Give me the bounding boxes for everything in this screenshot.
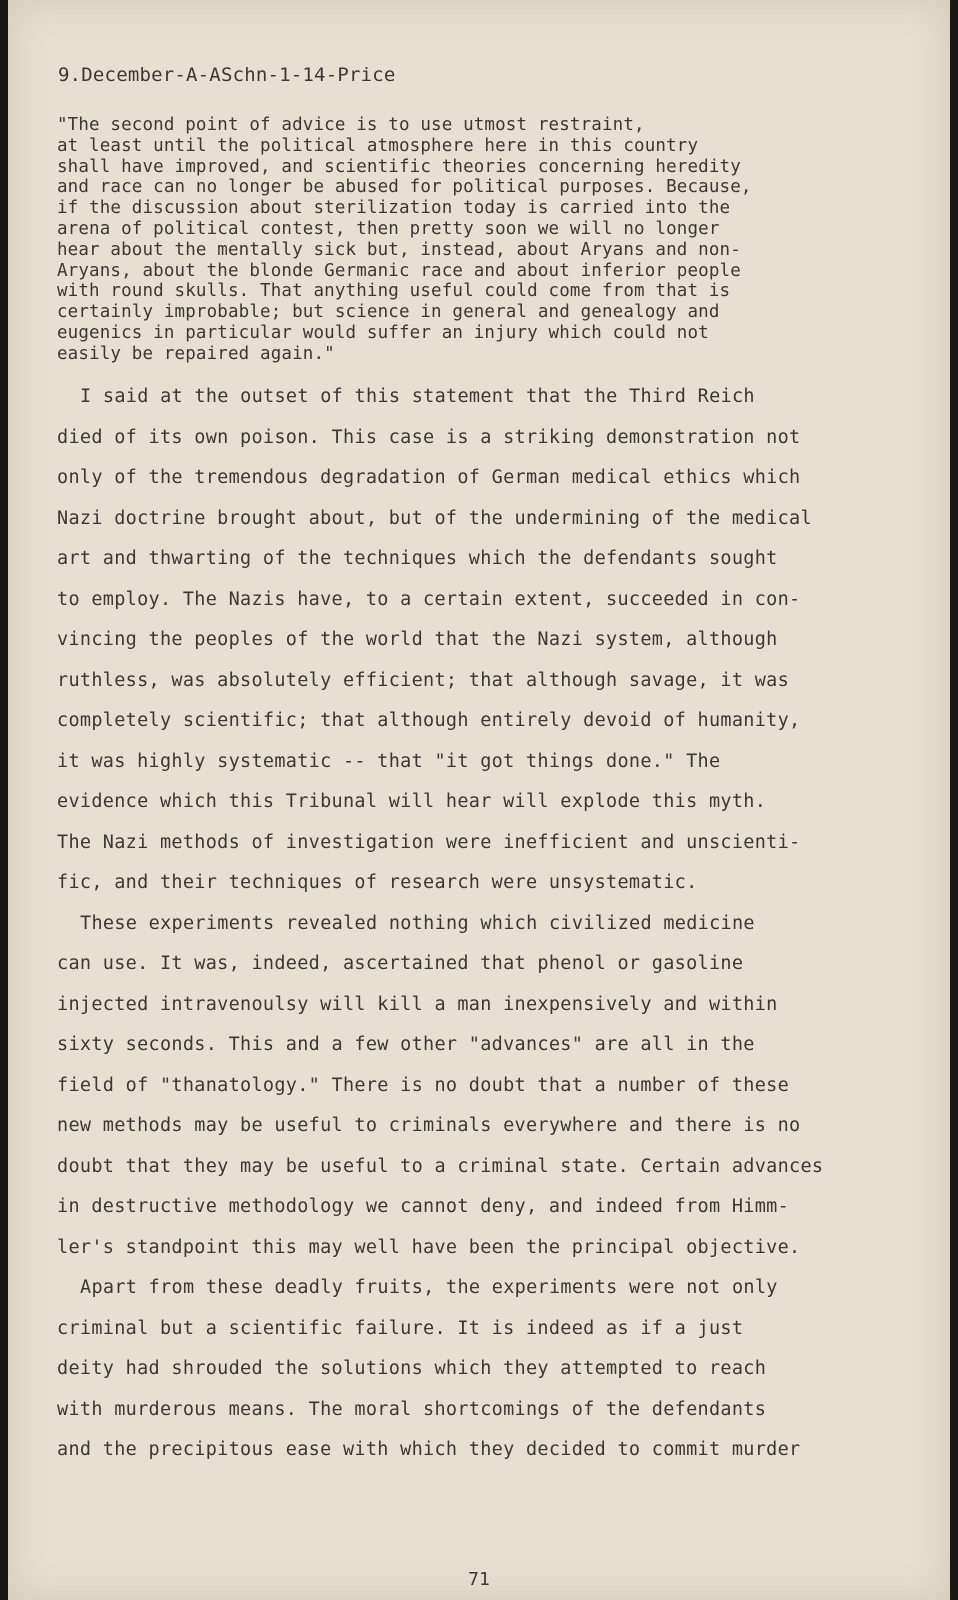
quote-line: with round skulls. That anything useful could come from that is (57, 281, 731, 302)
body-line: sixty seconds. This and a few other "advances" are all in the (57, 1034, 755, 1055)
body-line: field of "thanatology." There is no doubt that a number of these (57, 1074, 790, 1096)
quoted-passage (57, 115, 752, 365)
quote-line: hear about the mentally sick but, instead, about Aryans and non- (57, 239, 741, 260)
quote-line: certainly improbable; but science in general and genealogy and (57, 302, 720, 323)
body-line: can use. It was, indeed, ascertained that phenol or gasoline (57, 953, 744, 974)
quote-line: eugenics in particular would suffer an injury which could not (57, 322, 709, 343)
body-line: and the precipitous ease with which they decided to commit murder (57, 1439, 801, 1460)
body-line: The Nazi methods of investigation were inefficient and unscienti- (57, 831, 801, 853)
body-line: only of the tremendous degradation of German medical ethics which (57, 467, 801, 488)
body-line: Apart from these deadly fruits, the experiments were not only (80, 1277, 778, 1298)
body-line: died of its own poison. This case is a striking demonstration not (57, 426, 801, 448)
body-line: with murderous means. The moral shortcomings of the defendants (57, 1398, 767, 1420)
quote-line: easily be repaired again." (57, 343, 335, 364)
quote-line: if the discussion about sterilization today is carried into the (57, 198, 731, 219)
document-page (8, 0, 950, 1600)
document-header: 9.December-A-ASchn-1-14-Price (58, 64, 396, 86)
body-text (57, 377, 823, 1471)
body-line: These experiments revealed nothing which civilized medicine (80, 912, 755, 934)
body-line: Nazi doctrine brought about, but of the undermining of the medical (57, 507, 812, 529)
body-line: injected intravenoulsy will kill a man inexpensively and within (57, 993, 778, 1015)
body-line: I said at the outset of this statement that the Third Reich (80, 386, 755, 407)
body-line: in destructive methodology we cannot deny, and indeed from Himm- (57, 1196, 790, 1217)
body-line: criminal but a scientific failure. It is indeed as if a just (57, 1317, 744, 1339)
quote-line: Aryans, about the blonde Germanic race and about inferior people (57, 260, 741, 281)
quote-line: at least until the political atmosphere here in this country (57, 135, 699, 156)
body-line: vincing the peoples of the world that the Nazi system, although (57, 629, 778, 650)
body-line: deity had shrouded the solutions which they attempted to reach (57, 1358, 767, 1379)
body-line: art and thwarting of the techniques which the defendants sought (57, 548, 778, 569)
quote-line: and race can no longer be abused for political purposes. Because, (57, 177, 752, 198)
body-line: it was highly systematic -- that "it got things done." The (57, 750, 721, 772)
quote-line: arena of political contest, then pretty soon we will no longer (57, 218, 720, 239)
body-line: ler's standpoint this may well have been the principal objective. (57, 1236, 801, 1258)
page-number: 71 (468, 1569, 490, 1590)
quote-line: shall have improved, and scientific theories concerning heredity (57, 156, 741, 177)
quote-line: "The second point of advice is to use utmost restraint, (57, 115, 645, 135)
body-line: fic, and their techniques of research were unsystematic. (57, 872, 698, 893)
body-line: doubt that they may be useful to a criminal state. Certain advances (57, 1155, 824, 1177)
body-line: ruthless, was absolutely efficient; that although savage, it was (57, 669, 790, 691)
body-line: completely scientific; that although entirely devoid of humanity, (57, 710, 801, 731)
body-line: to employ. The Nazis have, to a certain extent, succeeded in con- (57, 588, 801, 610)
body-line: evidence which this Tribunal will hear will explode this myth. (57, 791, 767, 812)
body-line: new methods may be useful to criminals everywhere and there is no (57, 1115, 801, 1136)
